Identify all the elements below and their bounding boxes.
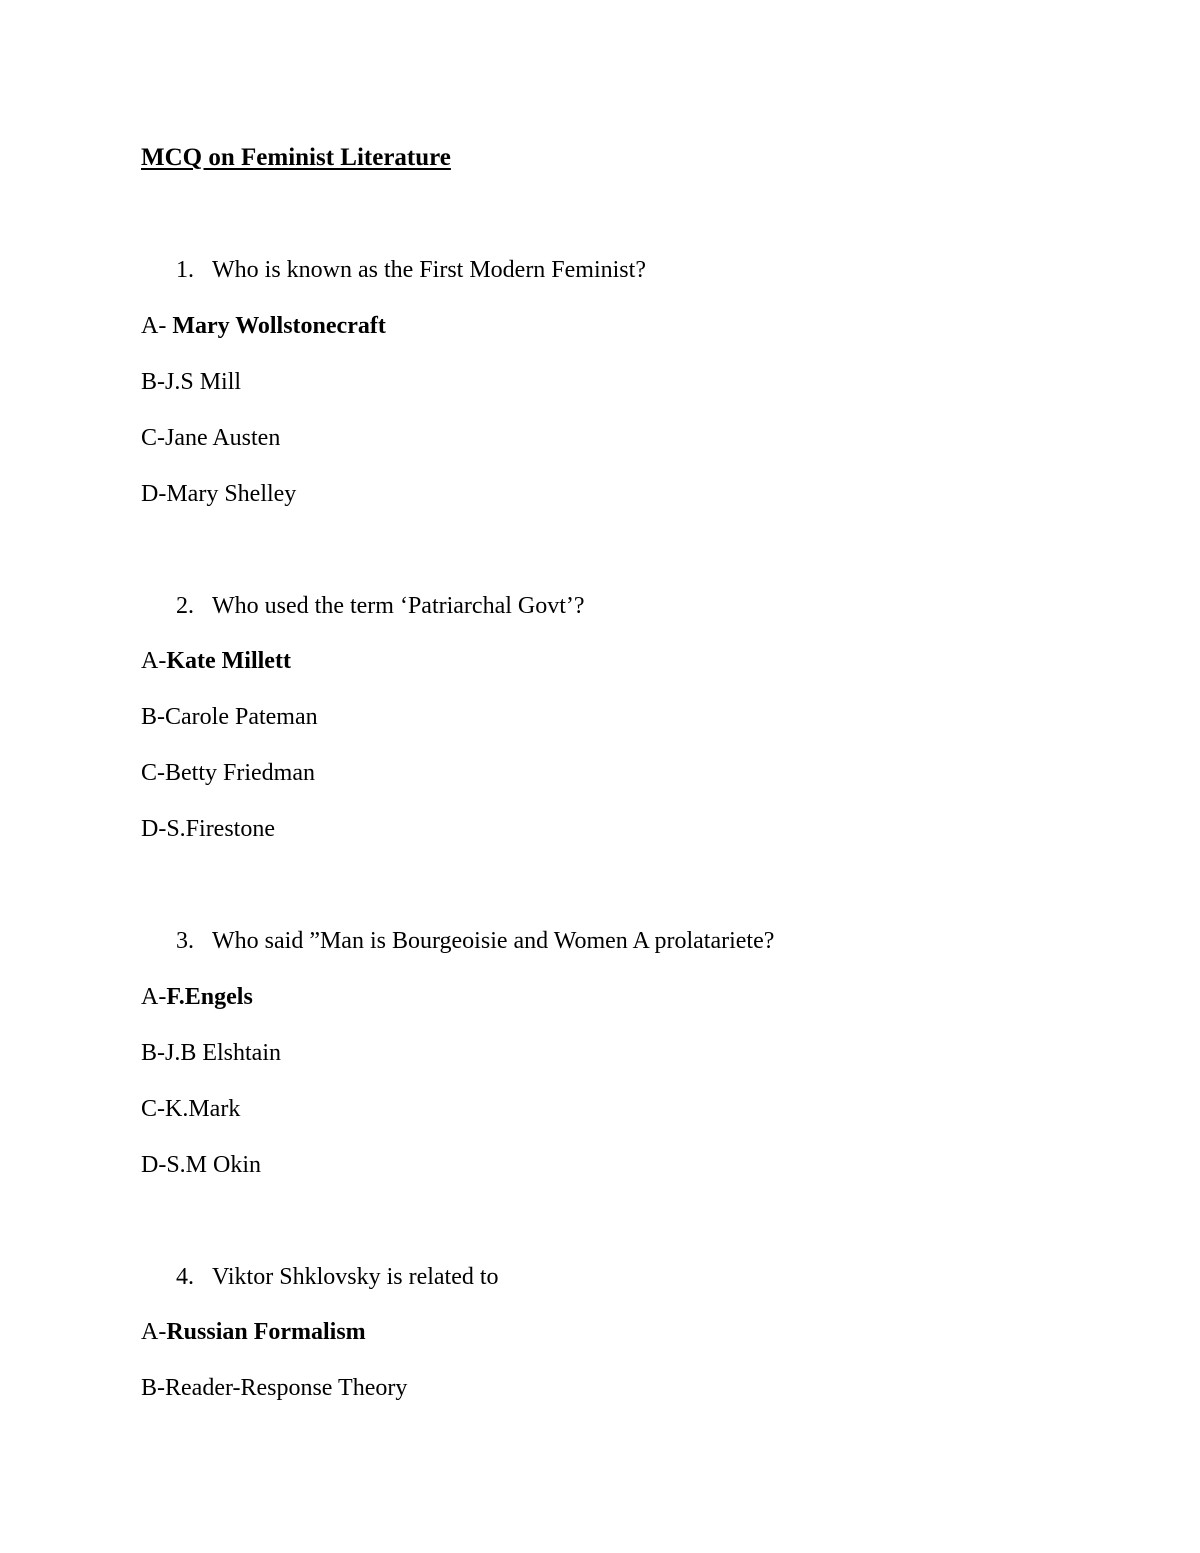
- option-4a: [141, 1317, 366, 1347]
- option-prefix: C-: [141, 1096, 165, 1122]
- option-text: K.Mark: [165, 1096, 241, 1122]
- option-4b: [141, 1373, 407, 1403]
- option-1c: [141, 423, 280, 453]
- option-text-correct: Mary Wollstonecraft: [172, 313, 386, 339]
- option-text: Betty Friedman: [165, 760, 315, 786]
- option-text: J.S Mill: [165, 369, 242, 395]
- option-text: Mary Shelley: [166, 481, 297, 507]
- question-number: 4.: [176, 1264, 194, 1290]
- option-text: Carole Pateman: [165, 704, 318, 730]
- option-prefix: D-: [141, 481, 167, 507]
- option-text-correct: F.Engels: [166, 984, 253, 1010]
- question-text: Who used the term ‘Patriarchal Govt’?: [212, 593, 585, 619]
- option-prefix: A-: [141, 313, 173, 339]
- option-text: J.B Elshtain: [165, 1040, 282, 1066]
- question-2: [176, 591, 585, 621]
- question-number: 1.: [176, 257, 194, 283]
- option-prefix: C-: [141, 425, 165, 451]
- option-2c: [141, 758, 315, 788]
- question-text: Who said ”Man is Bourgeoisie and Women A prolatariete?: [212, 928, 775, 954]
- option-prefix: B-: [141, 369, 165, 395]
- question-text: Who is known as the First Modern Feminist?: [212, 257, 646, 283]
- option-prefix: A-: [141, 648, 167, 674]
- option-text: S.Firestone: [166, 816, 275, 842]
- option-2a: [141, 646, 291, 676]
- question-number: 2.: [176, 593, 194, 619]
- option-prefix: D-: [141, 1152, 167, 1178]
- option-prefix: B-: [141, 704, 165, 730]
- option-3b: [141, 1038, 281, 1068]
- option-2b: [141, 702, 318, 732]
- option-1d: [141, 479, 296, 509]
- option-prefix: A-: [141, 1319, 167, 1345]
- option-prefix: D-: [141, 816, 167, 842]
- option-3c: [141, 1094, 240, 1124]
- option-text: S.M Okin: [166, 1152, 262, 1178]
- page-title: MCQ on Feminist Literature: [141, 144, 451, 171]
- question-3: [176, 926, 774, 956]
- question-text: Viktor Shklovsky is related to: [212, 1264, 499, 1290]
- option-1b: [141, 367, 241, 397]
- option-text-correct: Kate Millett: [166, 648, 291, 674]
- option-3a: [141, 982, 253, 1012]
- option-2d: [141, 814, 275, 844]
- option-text: Reader-Response Theory: [165, 1375, 408, 1401]
- option-text-correct: Russian Formalism: [166, 1319, 366, 1345]
- question-1: [176, 255, 646, 285]
- option-prefix: B-: [141, 1040, 165, 1066]
- question-number: 3.: [176, 928, 194, 954]
- option-1a: [141, 311, 386, 341]
- option-text: Jane Austen: [165, 425, 281, 451]
- option-prefix: B-: [141, 1375, 165, 1401]
- option-3d: [141, 1150, 261, 1180]
- question-4: [176, 1262, 499, 1292]
- option-prefix: C-: [141, 760, 165, 786]
- option-prefix: A-: [141, 984, 167, 1010]
